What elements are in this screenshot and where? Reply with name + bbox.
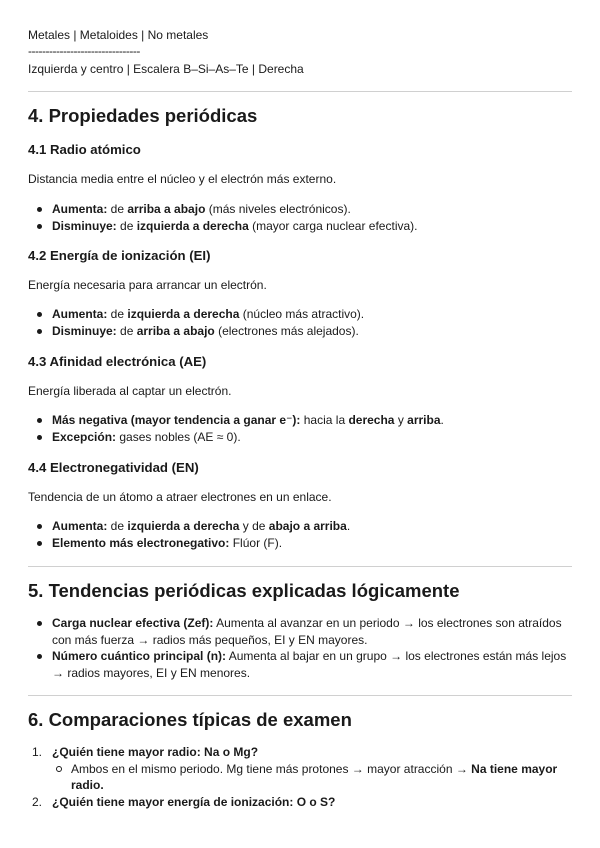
subsection-4-3-list xyxy=(28,412,572,445)
subsection-4-3-description: Energía liberada al captar un electrón. xyxy=(28,384,232,398)
list-item: 2. ¿Quién tiene mayor energía de ionización: O o S? xyxy=(32,794,336,809)
list-item: Más negativa (mayor tendencia a ganar e⁻): hacia la derecha y arriba. xyxy=(28,412,572,429)
section-4-heading: 4. Propiedades periódicas xyxy=(28,105,258,126)
subsection-4-4-heading: 4.4 Electronegatividad (EN) xyxy=(28,460,199,475)
question-text: ¿Quién tiene mayor radio: Na o Mg? xyxy=(52,745,259,759)
location-line: Izquierda y centro | Escalera B–Si–As–Te | Derecha xyxy=(28,62,304,76)
subsection-4-1-description: Distancia media entre el núcleo y el electrón más externo. xyxy=(28,172,337,186)
subsection-4-4-description: Tendencia de un átomo a atraer electrones en un enlace. xyxy=(28,490,332,504)
list-item: Aumenta: de izquierda a derecha y de abajo a arriba. xyxy=(28,518,572,535)
subsection-4-2-list xyxy=(28,306,572,339)
subsection-4-2-description: Energía necesaria para arrancar un electrón. xyxy=(28,278,267,292)
list-item: Aumenta: de izquierda a derecha (núcleo más atractivo). xyxy=(28,306,572,323)
exam-questions-list xyxy=(28,744,572,810)
section-divider xyxy=(28,695,572,696)
section-6-heading: 6. Comparaciones típicas de examen xyxy=(28,709,352,730)
list-item: Carga nuclear efectiva (Zef): Aumenta al avanzar en un periodo → los electrones son atraídos con más fuerza → radios más pequeños, EI y EN mayores. xyxy=(28,615,572,648)
list-item: 1. ¿Quién tiene mayor radio: Na o Mg? Ambos en el mismo periodo. Mg tiene más protones → mayor atracción → Na tiene mayor radio. xyxy=(28,744,572,794)
list-item: Número cuántico principal (n): Aumenta al bajar en un grupo → los electrones están más lejos → radios mayores, EI y EN menores. xyxy=(28,648,572,681)
subsection-4-3-heading: 4.3 Afinidad electrónica (AE) xyxy=(28,354,207,369)
section-divider xyxy=(28,91,572,92)
dashed-separator: -------------------------------- xyxy=(28,44,140,58)
section-5-list xyxy=(28,615,572,681)
answer-list xyxy=(52,761,572,794)
list-item: Aumenta: de arriba a abajo (más niveles electrónicos). xyxy=(28,201,572,218)
answer-item: Ambos en el mismo periodo. Mg tiene más protones → mayor atracción → Na tiene mayor radio. xyxy=(52,761,572,794)
subsection-4-1-heading: 4.1 Radio atómico xyxy=(28,142,141,157)
list-item: Excepción: gases nobles (AE ≈ 0). xyxy=(28,429,572,446)
list-item: Elemento más electronegativo: Flúor (F). xyxy=(28,535,572,552)
section-5-heading: 5. Tendencias periódicas explicadas lógicamente xyxy=(28,580,460,601)
section-divider xyxy=(28,566,572,567)
subsection-4-2-heading: 4.2 Energía de ionización (EI) xyxy=(28,248,211,263)
subsection-4-1-list xyxy=(28,201,572,234)
list-item: Disminuye: de arriba a abajo (electrones más alejados). xyxy=(28,323,572,340)
subsection-4-4-list xyxy=(28,518,572,551)
classification-line: Metales | Metaloides | No metales xyxy=(28,28,209,42)
list-item: Disminuye: de izquierda a derecha (mayor carga nuclear efectiva). xyxy=(28,218,572,235)
question-text: ¿Quién tiene mayor energía de ionización: O o S? xyxy=(52,794,336,809)
